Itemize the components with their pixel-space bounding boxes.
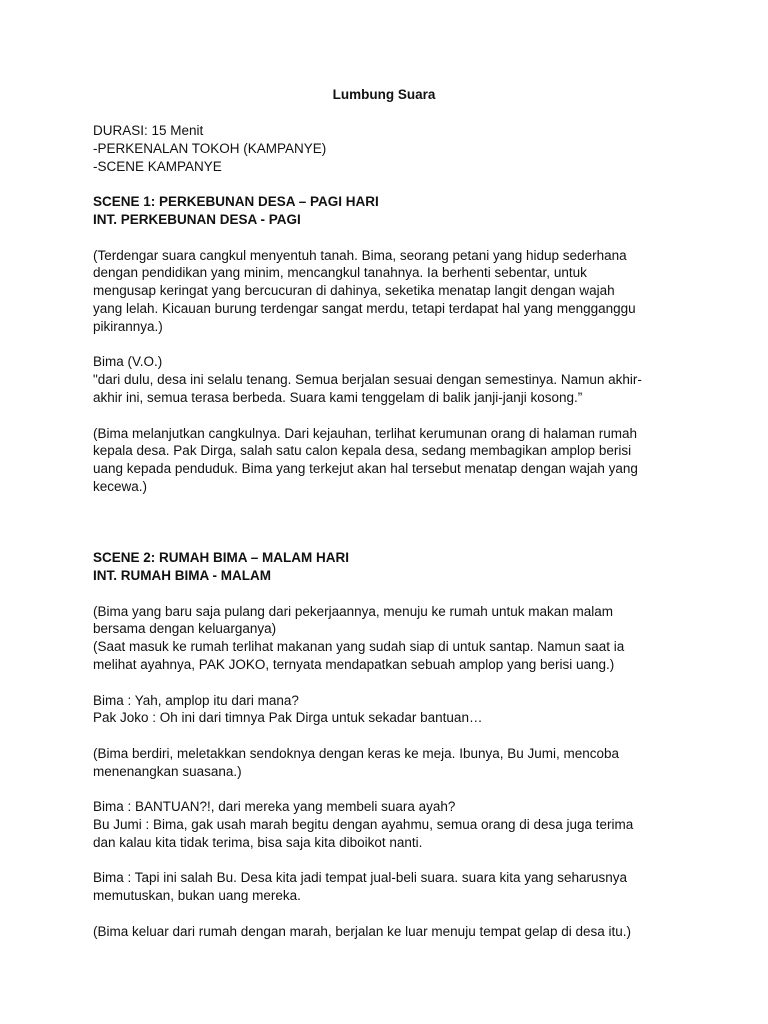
dialogue-line: "dari dulu, desa ini selalu tenang. Semua berjalan sesuai dengan semestinya. Namun akhir- [93,372,642,388]
dialogue-line: Bima : Tapi ini salah Bu. Desa kita jadi tempat jual-beli suara. suara kita yang seharusnya [93,870,628,886]
script-body [93,122,678,941]
stage-direction-line: bersama dengan keluarganya) [93,621,277,637]
dialogue-line: Bima : BANTUAN?!, dari mereka yang membeli suara ayah? [93,799,456,815]
scene-slugline: INT. PERKEBUNAN DESA - PAGI [93,211,301,227]
outline-item: -PERKENALAN TOKOH (KAMPANYE) [93,140,327,156]
dialogue-line: Bima : Yah, amplop itu dari mana? [93,692,299,708]
stage-direction-line: (Bima melanjutkan cangkulnya. Dari kejauhan, terlihat kerumunan orang di halaman rumah [93,425,638,441]
outline-item: -SCENE KAMPANYE [93,158,222,174]
dialogue-line: memutuskan, bukan uang mereka. [93,888,301,904]
stage-direction-line: (Terdengar suara cangkul menyentuh tanah. Bima, seorang petani yang hidup sederhana [93,247,627,263]
scene-heading: SCENE 1: PERKEBUNAN DESA – PAGI HARI [93,194,379,210]
stage-direction-line: (Bima yang baru saja pulang dari pekerjaannya, menuju ke rumah untuk makan malam [93,603,614,619]
dialogue-line: dan kalau kita tidak terima, bisa saja kita diboikot nanti. [93,834,423,850]
stage-direction-line: kepala desa. Pak Dirga, salah satu calon kepala desa, sedang membagikan amplop berisi [93,443,632,459]
dialogue-line: Bu Jumi : Bima, gak usah marah begitu dengan ayahmu, semua orang di desa juga terima [93,817,634,833]
character-name: Bima (V.O.) [93,354,163,370]
dialogue-line: Pak Joko : Oh ini dari timnya Pak Dirga untuk sekadar bantuan… [93,710,483,726]
stage-direction-line: yang lelah. Kicauan burung terdengar sangat merdu, tetapi terdapat hal yang mengganggu [93,300,636,316]
scene-heading: SCENE 2: RUMAH BIMA – MALAM HARI [93,550,349,566]
stage-direction-line: (Saat masuk ke rumah terlihat makanan yang sudah siap di untuk santap. Namun saat ia [93,639,625,655]
stage-direction-line: (Bima keluar dari rumah dengan marah, berjalan ke luar menuju tempat gelap di desa itu.) [93,923,632,939]
scene-slugline: INT. RUMAH BIMA - MALAM [93,567,271,583]
document-title: Lumbung Suara [332,87,436,102]
stage-direction-line: kecewa.) [93,478,148,494]
stage-direction-line: uang kepada penduduk. Bima yang terkejut akan hal tersebut menatap dengan wajah yang [93,461,638,477]
stage-direction-line: menenangkan suasana.) [93,763,242,779]
stage-direction-line: pikirannya.) [93,318,163,334]
stage-direction-line: mengusap keringat yang bercucuran di dahinya, seketika menatap langit dengan wajah [93,283,615,299]
duration-line: DURASI: 15 Menit [93,123,204,138]
stage-direction-line: (Bima berdiri, meletakkan sendoknya dengan keras ke meja. Ibunya, Bu Jumi, mencoba [93,745,620,761]
dialogue-line: akhir ini, semua terasa berbeda. Suara kami tenggelam di balik janji-janji kosong.” [93,389,583,405]
stage-direction-line: melihat ayahnya, PAK JOKO, ternyata mendapatkan sebuah amplop yang berisi uang.) [93,656,615,672]
stage-direction-line: dengan pendidikan yang minim, mencangkul tanahnya. Ia berhenti sebentar, untuk [93,265,587,281]
